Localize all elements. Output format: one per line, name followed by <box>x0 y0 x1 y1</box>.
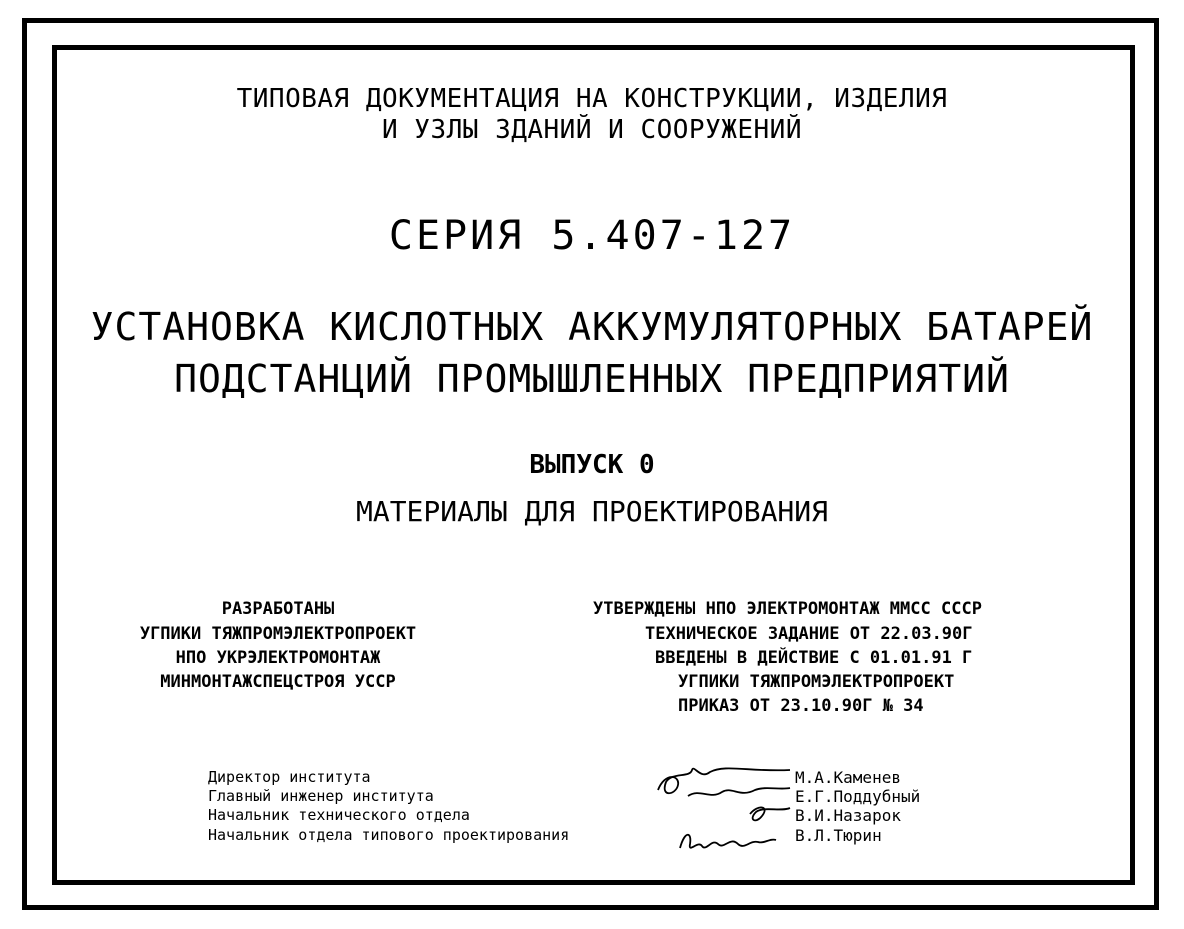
developed-org-2: НПО УКРЭЛЕКТРОМОНТАЖ <box>175 648 381 668</box>
approved-line-5: ПРИКАЗ ОТ 23.10.90Г № 34 <box>678 696 924 716</box>
signatory-position-3: Начальник технического отдела <box>208 806 470 824</box>
title-line-1: УСТАНОВКА КИСЛОТНЫХ АККУМУЛЯТОРНЫХ БАТАРЕЙ <box>90 305 1094 349</box>
signature-2 <box>688 788 790 796</box>
series-number: СЕРИЯ 5.407-127 <box>388 213 796 259</box>
signatory-name-1: М.А.Каменев <box>795 768 901 787</box>
issue-number: ВЫПУСК 0 <box>529 450 655 480</box>
approved-line-2: ТЕХНИЧЕСКОЕ ЗАДАНИЕ ОТ 22.03.90Г <box>645 624 973 644</box>
signature-1 <box>658 768 790 793</box>
signature-4 <box>680 835 776 848</box>
signatory-name-2: Е.Г.Поддубный <box>795 787 921 806</box>
header-line-1: ТИПОВАЯ ДОКУМЕНТАЦИЯ НА КОНСТРУКЦИИ, ИЗДЕЛИЯ <box>236 84 948 114</box>
developed-label: РАЗРАБОТАНЫ <box>221 599 335 619</box>
signatures-graphic <box>630 760 800 860</box>
signatory-position-1: Директор института <box>208 768 371 786</box>
signatory-position-2: Главный инженер института <box>208 787 434 805</box>
signatory-position-4: Начальник отдела типового проектирования <box>208 826 570 844</box>
signature-3 <box>750 807 790 820</box>
developed-org-1: УГПИКИ ТЯЖПРОМЭЛЕКТРОПРОЕКТ <box>139 624 417 644</box>
header-line-2: И УЗЛЫ ЗДАНИЙ И СООРУЖЕНИЙ <box>382 115 802 145</box>
approved-line-4: УГПИКИ ТЯЖПРОМЭЛЕКТРОПРОЕКТ <box>678 672 955 692</box>
signatory-name-4: В.Л.Тюрин <box>795 826 882 845</box>
materials-subtitle: МАТЕРИАЛЫ ДЛЯ ПРОЕКТИРОВАНИЯ <box>355 495 828 528</box>
title-line-2: ПОДСТАНЦИЙ ПРОМЫШЛЕННЫХ ПРЕДПРИЯТИЙ <box>174 357 1010 401</box>
approved-line-3: ВВЕДЕНЫ В ДЕЙСТВИЕ С 01.01.91 Г <box>655 648 973 668</box>
approved-line-1: УТВЕРЖДЕНЫ НПО ЭЛЕКТРОМОНТАЖ ММСС СССР <box>593 599 982 619</box>
signatory-name-3: В.И.Назарок <box>795 806 901 825</box>
developed-org-3: МИНМОНТАЖСПЕЦСТРОЯ УССР <box>160 672 396 692</box>
